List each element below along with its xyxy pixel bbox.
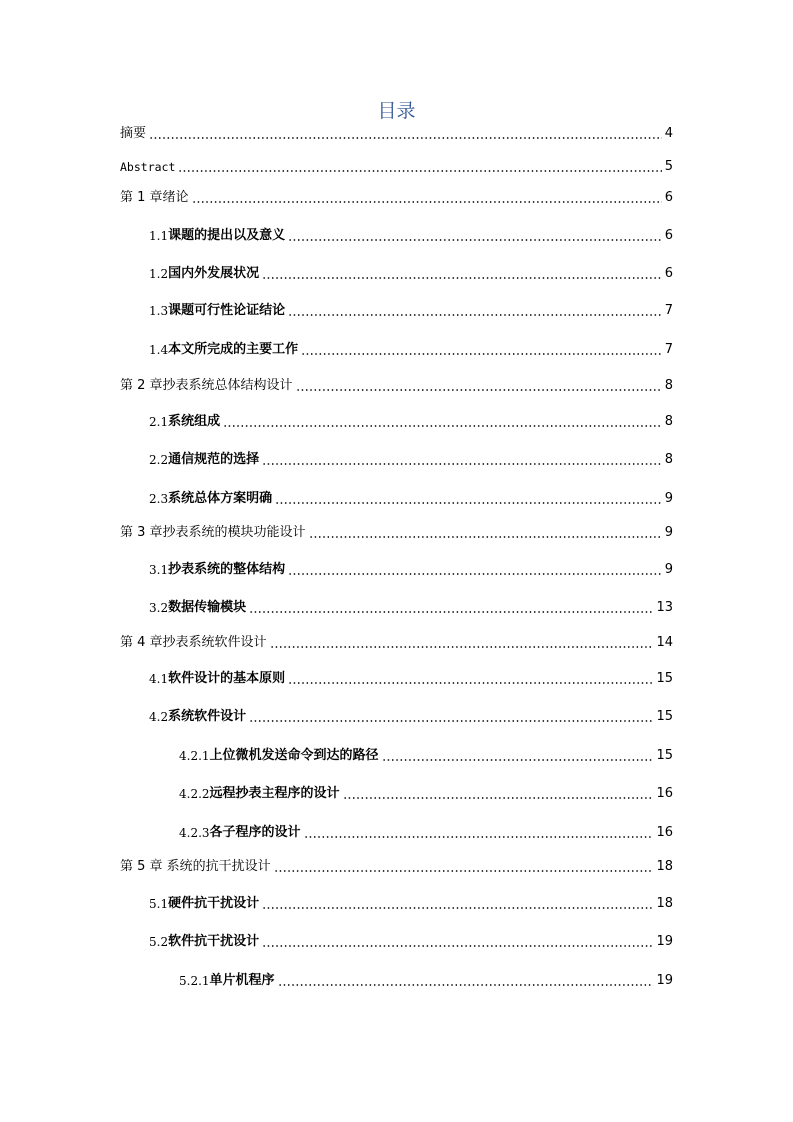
toc-entry-number: 2.2 <box>149 453 169 467</box>
dot-leader <box>262 945 653 947</box>
toc-entry-chapter-1[interactable] <box>120 188 673 206</box>
toc-entry-5-1[interactable] <box>149 894 673 912</box>
toc-entry-4-2[interactable] <box>149 707 673 725</box>
dot-leader <box>249 611 653 613</box>
toc-entry-page: 19 <box>656 934 673 949</box>
dot-leader <box>288 573 662 575</box>
toc-entry-page: 5 <box>664 159 673 174</box>
toc-entry-text: 第 4 章抄表系统软件设计 <box>120 635 267 650</box>
toc-entry-page: 19 <box>656 973 673 988</box>
toc-entry-number: 4.2.3 <box>179 826 210 840</box>
toc-entry-page: 9 <box>664 562 673 577</box>
toc-entry-page: 9 <box>664 491 673 506</box>
dot-leader <box>278 984 654 986</box>
dot-leader <box>223 425 662 427</box>
toc-entry-chapter-2[interactable] <box>120 376 673 394</box>
toc-entry-1-3[interactable] <box>149 301 673 319</box>
toc-entry-page: 18 <box>656 896 673 911</box>
toc-entry-number: 5.2 <box>149 935 169 949</box>
toc-entry-page: 8 <box>664 378 673 393</box>
toc-entry-page: 15 <box>656 709 673 724</box>
toc-entry-chapter-3[interactable] <box>120 523 673 541</box>
toc-entry-4-1[interactable] <box>149 669 673 687</box>
dot-leader <box>301 353 662 355</box>
toc-entry-chapter-4[interactable] <box>120 633 673 651</box>
toc-entry-text: 软件抗干扰设计 <box>168 934 260 949</box>
dot-leader <box>304 836 654 838</box>
toc-entry-text: 第 5 章 系统的抗干扰设计 <box>120 859 271 874</box>
dot-leader <box>192 201 662 203</box>
toc-entry-number: 1.3 <box>149 304 169 318</box>
toc-entry-page: 8 <box>664 452 673 467</box>
dot-leader <box>249 720 653 722</box>
toc-entry-text: 系统总体方案明确 <box>168 491 273 506</box>
dot-leader <box>288 239 662 241</box>
toc-entry-text: 摘要 <box>120 126 147 141</box>
toc-entry-text: 第 3 章抄表系统的模块功能设计 <box>120 525 306 540</box>
toc-entry-text: 课题的提出以及意义 <box>168 228 286 243</box>
toc-entry-5-2[interactable] <box>149 932 673 950</box>
dot-leader <box>275 502 662 504</box>
toc-entry-1-4[interactable] <box>149 340 673 358</box>
toc-entry-text: 国内外发展状况 <box>168 266 260 281</box>
toc-entry-number: 5.2.1 <box>179 974 210 988</box>
dot-leader <box>309 536 662 538</box>
toc-entry-number: 4.2.2 <box>179 787 210 801</box>
toc-entry-text: 课题可行性论证结论 <box>168 303 286 318</box>
toc-entry-4-2-3[interactable] <box>179 823 673 841</box>
dot-leader <box>262 277 662 279</box>
toc-entry-page: 14 <box>656 635 673 650</box>
toc-entry-page: 7 <box>664 342 673 357</box>
toc-entry-text: 第 2 章抄表系统总体结构设计 <box>120 378 293 393</box>
toc-entry-4-2-1[interactable] <box>179 746 673 764</box>
toc-entry-page: 4 <box>664 126 673 141</box>
toc-entry-number: 4.1 <box>149 672 169 686</box>
toc-entry-text: 上位微机发送命令到达的路径 <box>209 748 379 763</box>
toc-entry-1-2[interactable] <box>149 264 673 282</box>
toc-entry-text: 第 1 章绪论 <box>120 190 189 205</box>
toc-entry-page: 8 <box>664 414 673 429</box>
toc-entry-4-2-2[interactable] <box>179 784 673 802</box>
dot-leader <box>296 389 662 391</box>
dot-leader <box>288 682 653 684</box>
toc-entry-page: 6 <box>664 190 673 205</box>
toc-entry-text: 单片机程序 <box>209 973 275 988</box>
toc-entry-2-3[interactable] <box>149 489 673 507</box>
toc-entry-3-2[interactable] <box>149 598 673 616</box>
dot-leader <box>343 797 654 799</box>
dot-leader <box>178 170 661 172</box>
toc-entry-number: 1.2 <box>149 267 169 281</box>
toc-entry-number: 4.2 <box>149 710 169 724</box>
toc-entry-number: 3.1 <box>149 563 169 577</box>
dot-leader <box>262 907 653 909</box>
toc-entry-page: 7 <box>664 303 673 318</box>
toc-entry-text: 硬件抗干扰设计 <box>168 896 260 911</box>
toc-entry-3-1[interactable] <box>149 560 673 578</box>
toc-entry-page: 16 <box>656 786 673 801</box>
toc-entry-page: 18 <box>656 859 673 874</box>
toc-entry-page: 9 <box>664 525 673 540</box>
toc-entry-2-2[interactable] <box>149 450 673 468</box>
toc-entry-abstract-cn[interactable] <box>120 124 673 142</box>
toc-entry-page: 13 <box>656 600 673 615</box>
toc-entry-number: 5.1 <box>149 897 169 911</box>
toc-entry-2-1[interactable] <box>149 412 673 430</box>
toc-entry-number: 2.3 <box>149 492 169 506</box>
dot-leader <box>382 759 654 761</box>
dot-leader <box>274 870 654 872</box>
toc-entry-number: 2.1 <box>149 415 169 429</box>
toc-entry-number: 1.4 <box>149 343 169 357</box>
toc-entry-page: 16 <box>656 825 673 840</box>
dot-leader <box>149 137 662 139</box>
toc-entry-text: 系统组成 <box>168 414 221 429</box>
toc-entry-abstract-en[interactable] <box>120 157 673 175</box>
toc-entry-text: Abstract <box>120 160 176 174</box>
toc-entry-text: 本文所完成的主要工作 <box>168 342 299 357</box>
toc-entry-page: 15 <box>656 748 673 763</box>
toc-entry-text: 软件设计的基本原则 <box>168 671 286 686</box>
toc-entry-number: 4.2.1 <box>179 749 210 763</box>
toc-entry-chapter-5[interactable] <box>120 857 673 875</box>
toc-entry-text: 通信规范的选择 <box>168 452 260 467</box>
toc-entry-page: 6 <box>664 266 673 281</box>
toc-entry-text: 各子程序的设计 <box>209 825 301 840</box>
toc-entry-text: 抄表系统的整体结构 <box>168 562 286 577</box>
toc-entry-5-2-1[interactable] <box>179 971 673 989</box>
toc-entry-page: 6 <box>664 228 673 243</box>
page-title: 目录 <box>377 100 416 122</box>
toc-entry-text: 远程抄表主程序的设计 <box>209 786 340 801</box>
dot-leader <box>288 314 662 316</box>
toc-entry-page: 15 <box>656 671 673 686</box>
toc-entry-number: 3.2 <box>149 601 169 615</box>
dot-leader <box>270 646 654 648</box>
toc-entry-number: 1.1 <box>149 229 169 243</box>
toc-entry-1-1[interactable] <box>149 226 673 244</box>
toc-entry-text: 数据传输模块 <box>168 600 247 615</box>
dot-leader <box>262 463 662 465</box>
toc-entry-text: 系统软件设计 <box>168 709 247 724</box>
